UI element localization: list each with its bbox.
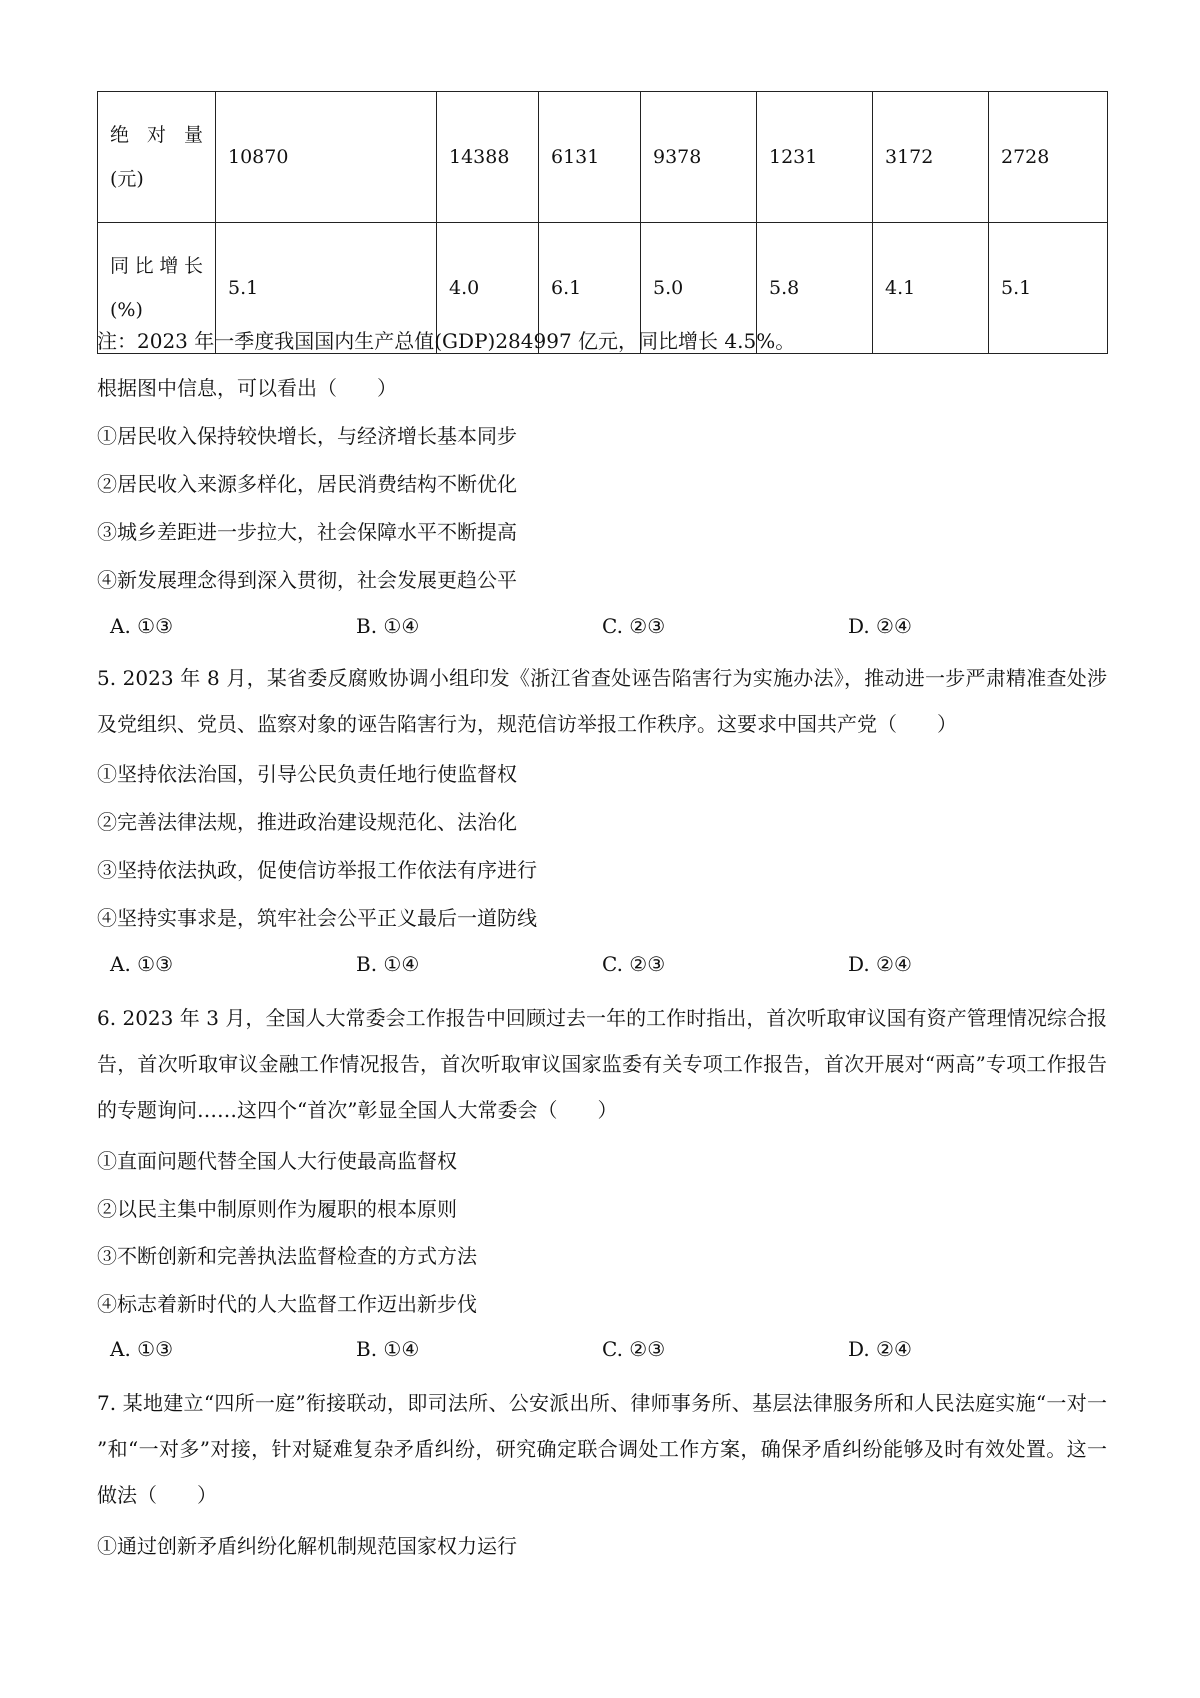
option-d: D. ②④ (848, 614, 912, 638)
q5-item-2: ②完善法律法规，推进政治建设规范化、法治化 (97, 810, 517, 834)
q6-stem: 6. 2023 年 3 月，全国人大常委会工作报告中回顾过去一年的工作时指出，首次听取审议国有资产管理情况综合报告，首次听取审议金融工作情况报告，首次听取审议国家监委有关专项工作报告，首次开展对“两高”专项工作报告的专题询问……这四个“首次”彰显全国人大常委会（ ） (97, 1006, 1107, 1122)
table-cell: 9378 (641, 92, 757, 223)
option-b: B. ①④ (356, 1337, 420, 1361)
q6-options (110, 1337, 1110, 1377)
row-header-absolute (98, 92, 216, 223)
q7-item-1: ①通过创新矛盾纠纷化解机制规范国家权力运行 (97, 1534, 517, 1558)
table-cell: 14388 (437, 92, 539, 223)
q4-options (110, 614, 1110, 654)
q4-stem: 根据图中信息，可以看出（ ） (97, 376, 397, 400)
table-cell: 6.1 (539, 223, 641, 354)
q4-item-4: ④新发展理念得到深入贯彻，社会发展更趋公平 (97, 568, 517, 592)
q4-item-1: ①居民收入保持较快增长，与经济增长基本同步 (97, 424, 517, 448)
q4-item-2: ②居民收入来源多样化，居民消费结构不断优化 (97, 472, 517, 496)
option-b: B. ①④ (356, 952, 420, 976)
table-cell: 5.8 (757, 223, 873, 354)
option-d: D. ②④ (848, 952, 912, 976)
table-cell: 5.1 (989, 223, 1108, 354)
income-table (97, 91, 1108, 354)
q6-item-1: ①直面问题代替全国人大行使最高监督权 (97, 1149, 457, 1173)
row-header-line2: (%) (110, 299, 143, 321)
row-header-line1: 同比增长 (110, 255, 203, 277)
q7-stem: 7. 某地建立“四所一庭”衔接联动，即司法所、公安派出所、律师事务所、基层法律服务所和人民法庭实施“一对一 ”和“一对多”对接，针对疑难复杂矛盾纠纷，研究确定联合调处工作方案，确保矛盾纠纷能够及时有效处置。这一做法（ ） (97, 1391, 1107, 1507)
option-c: C. ②③ (602, 614, 666, 638)
row-header-line1: 绝 对 量 (110, 124, 203, 146)
q5-item-1: ①坚持依法治国，引导公民负责任地行使监督权 (97, 762, 517, 786)
table-cell: 6131 (539, 92, 641, 223)
option-c: C. ②③ (602, 952, 666, 976)
q4-item-3: ③城乡差距进一步拉大，社会保障水平不断提高 (97, 520, 517, 544)
option-c: C. ②③ (602, 1337, 666, 1361)
option-a: A. ①③ (110, 952, 174, 976)
table-cell: 4.0 (437, 223, 539, 354)
table-cell: 2728 (989, 92, 1108, 223)
table-cell: 5.1 (216, 223, 437, 354)
table-cell: 10870 (216, 92, 437, 223)
option-b: B. ①④ (356, 614, 420, 638)
table-cell: 1231 (757, 92, 873, 223)
q5-stem: 5. 2023 年 8 月，某省委反腐败协调小组印发《浙江省查处诬告陷害行为实施办法》，推动进一步严肃精准查处涉及党组织、党员、监察对象的诬告陷害行为，规范信访举报工作秩序。这要求中国共产党（ ） (97, 666, 1107, 736)
q5-options (110, 952, 1110, 992)
option-d: D. ②④ (848, 1337, 912, 1361)
q5-item-3: ③坚持依法执政，促使信访举报工作依法有序进行 (97, 858, 537, 882)
table-cell: 5.0 (641, 223, 757, 354)
table-cell: 3172 (873, 92, 989, 223)
q6-item-3: ③不断创新和完善执法监督检查的方式方法 (97, 1244, 477, 1268)
table-cell: 4.1 (873, 223, 989, 354)
q6-item-2: ②以民主集中制原则作为履职的根本原则 (97, 1197, 457, 1221)
q5-item-4: ④坚持实事求是，筑牢社会公平正义最后一道防线 (97, 906, 537, 930)
option-a: A. ①③ (110, 614, 174, 638)
row-header-line2: (元) (110, 168, 144, 190)
table-note: 注：2023 年一季度我国国内生产总值(GDP)284997 亿元，同比增长 4.5%。 (97, 329, 796, 353)
table-row (98, 92, 1108, 223)
q6-item-4: ④标志着新时代的人大监督工作迈出新步伐 (97, 1292, 477, 1316)
option-a: A. ①③ (110, 1337, 174, 1361)
